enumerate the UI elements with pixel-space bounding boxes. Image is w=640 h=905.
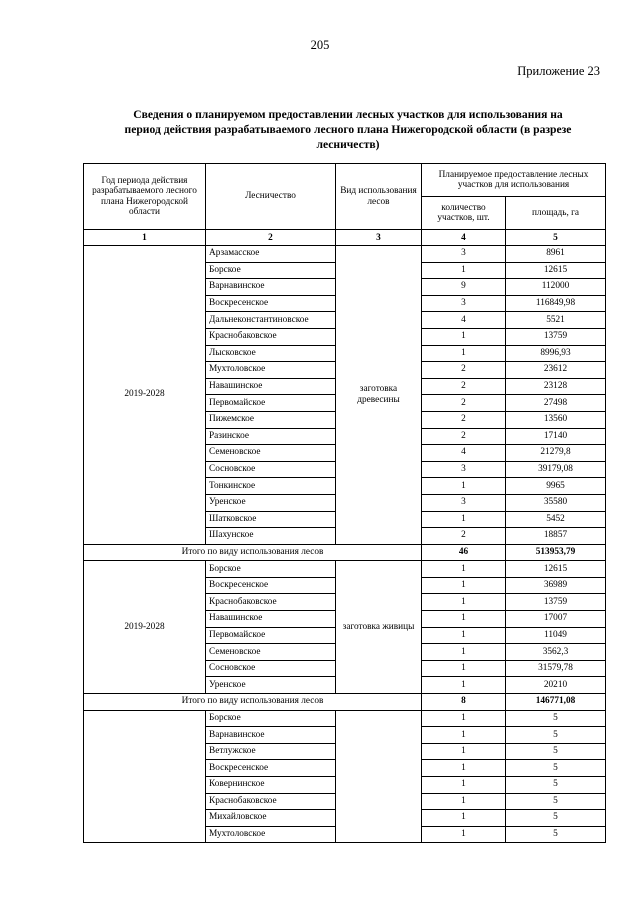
area-cell: 5 — [506, 760, 606, 777]
forestry-name-cell: Варнавинское — [206, 727, 336, 744]
column-number: 3 — [336, 230, 422, 246]
total-count: 46 — [422, 544, 506, 561]
title-line: период действия разрабатываемого лесного плана Нижегородской области (в разрезе — [124, 123, 572, 136]
total-row — [84, 694, 606, 711]
forestry-name-cell: Уренское — [206, 494, 336, 511]
area-cell: 8996,93 — [506, 345, 606, 362]
area-cell: 20210 — [506, 677, 606, 694]
area-cell: 17140 — [506, 428, 606, 445]
plot-count-cell: 1 — [422, 328, 506, 345]
total-label: Итого по виду использования лесов — [84, 544, 422, 561]
forestry-name-cell: Борское — [206, 262, 336, 279]
plot-count-cell: 1 — [422, 561, 506, 578]
area-cell: 21279,8 — [506, 445, 606, 462]
area-cell: 23612 — [506, 362, 606, 379]
forestry-name-cell: Навашинское — [206, 611, 336, 628]
forestry-name-cell: Краснобаковское — [206, 594, 336, 611]
table-row — [84, 561, 606, 578]
period-year-cell: 2019-2028 — [84, 246, 206, 545]
forestry-name-cell: Дальнеконстантиновское — [206, 312, 336, 329]
area-cell: 5452 — [506, 511, 606, 528]
header-area: площадь, га — [506, 197, 606, 230]
plot-count-cell: 1 — [422, 710, 506, 727]
forestry-name-cell: Пижемское — [206, 411, 336, 428]
header-planned: Планируемое предоставление лесных участков для использования — [422, 164, 606, 197]
forestry-name-cell: Ветлужское — [206, 743, 336, 760]
area-cell: 36989 — [506, 577, 606, 594]
plot-count-cell: 1 — [422, 727, 506, 744]
table-row — [84, 246, 606, 263]
area-cell: 116849,98 — [506, 295, 606, 312]
forestry-name-cell: Семеновское — [206, 644, 336, 661]
forestry-name-cell: Борское — [206, 710, 336, 727]
forestry-name-cell: Ковернинское — [206, 777, 336, 794]
column-number: 2 — [206, 230, 336, 246]
area-cell: 12615 — [506, 262, 606, 279]
forestry-name-cell: Краснобаковское — [206, 328, 336, 345]
plot-count-cell: 1 — [422, 810, 506, 827]
plot-count-cell: 2 — [422, 378, 506, 395]
forestry-name-cell: Разинское — [206, 428, 336, 445]
area-cell: 5521 — [506, 312, 606, 329]
use-type-cell — [336, 710, 422, 843]
column-number: 4 — [422, 230, 506, 246]
area-cell: 9965 — [506, 478, 606, 495]
area-cell: 5 — [506, 727, 606, 744]
forestry-name-cell: Уренское — [206, 677, 336, 694]
area-cell: 13759 — [506, 594, 606, 611]
forestry-name-cell: Воскресенское — [206, 577, 336, 594]
forestry-name-cell: Шахунское — [206, 528, 336, 545]
table-body — [84, 246, 606, 843]
forestry-name-cell: Мухтоловское — [206, 362, 336, 379]
forestry-name-cell: Михайловское — [206, 810, 336, 827]
area-cell: 5 — [506, 710, 606, 727]
area-cell: 27498 — [506, 395, 606, 412]
plot-count-cell: 1 — [422, 743, 506, 760]
area-cell: 112000 — [506, 279, 606, 296]
plot-count-cell: 1 — [422, 611, 506, 628]
area-cell: 23128 — [506, 378, 606, 395]
plot-count-cell: 1 — [422, 478, 506, 495]
area-cell: 13759 — [506, 328, 606, 345]
area-cell: 11049 — [506, 627, 606, 644]
use-type-cell: заготовка живицы — [336, 561, 422, 694]
forestry-name-cell: Семеновское — [206, 445, 336, 462]
area-cell: 8961 — [506, 246, 606, 263]
plot-count-cell: 4 — [422, 312, 506, 329]
plot-count-cell: 4 — [422, 445, 506, 462]
appendix-label: Приложение 23 — [517, 64, 600, 78]
total-row — [84, 544, 606, 561]
column-number: 1 — [84, 230, 206, 246]
column-number: 5 — [506, 230, 606, 246]
plot-count-cell: 1 — [422, 594, 506, 611]
area-cell: 5 — [506, 826, 606, 843]
plot-count-cell: 1 — [422, 826, 506, 843]
plot-count-cell: 2 — [422, 411, 506, 428]
area-cell: 5 — [506, 793, 606, 810]
area-cell: 5 — [506, 743, 606, 760]
forestry-name-cell: Борское — [206, 561, 336, 578]
forestry-name-cell: Первомайское — [206, 627, 336, 644]
table-row — [84, 710, 606, 727]
forestry-name-cell: Навашинское — [206, 378, 336, 395]
plot-count-cell: 9 — [422, 279, 506, 296]
plot-count-cell: 1 — [422, 577, 506, 594]
document-title — [88, 107, 608, 152]
plot-count-cell: 1 — [422, 644, 506, 661]
plot-count-cell: 3 — [422, 295, 506, 312]
header-use-type: Вид использования лесов — [336, 164, 422, 230]
header-count: количество участков, шт. — [422, 197, 506, 230]
area-cell: 18857 — [506, 528, 606, 545]
forestry-name-cell: Шатковское — [206, 511, 336, 528]
plot-count-cell: 1 — [422, 793, 506, 810]
area-cell: 17007 — [506, 611, 606, 628]
plot-count-cell: 1 — [422, 777, 506, 794]
plot-count-cell: 1 — [422, 262, 506, 279]
forest-plots-table — [83, 163, 606, 843]
plot-count-cell: 3 — [422, 494, 506, 511]
area-cell: 5 — [506, 810, 606, 827]
title-line: Сведения о планируемом предоставлении лесных участков для использования на — [133, 108, 563, 121]
area-cell: 5 — [506, 777, 606, 794]
title-line: лесничеств) — [316, 138, 380, 151]
header-year: Год периода действия разрабатываемого лесного плана Нижегородской области — [84, 164, 206, 230]
plot-count-cell: 2 — [422, 528, 506, 545]
forestry-name-cell: Мухтоловское — [206, 826, 336, 843]
total-area: 513953,79 — [506, 544, 606, 561]
forestry-name-cell: Сосновское — [206, 660, 336, 677]
forestry-name-cell: Лысковское — [206, 345, 336, 362]
plot-count-cell: 1 — [422, 677, 506, 694]
area-cell: 13560 — [506, 411, 606, 428]
period-year-cell: 2019-2028 — [84, 561, 206, 694]
plot-count-cell: 3 — [422, 461, 506, 478]
forestry-name-cell: Краснобаковское — [206, 793, 336, 810]
plot-count-cell: 1 — [422, 627, 506, 644]
forestry-name-cell: Первомайское — [206, 395, 336, 412]
forestry-name-cell: Сосновское — [206, 461, 336, 478]
plot-count-cell: 1 — [422, 511, 506, 528]
use-type-cell: заготовка древесины — [336, 246, 422, 545]
forestry-name-cell: Тонкинское — [206, 478, 336, 495]
plot-count-cell: 2 — [422, 362, 506, 379]
forestry-name-cell: Воскресенское — [206, 760, 336, 777]
plot-count-cell: 3 — [422, 246, 506, 263]
plot-count-cell: 1 — [422, 660, 506, 677]
area-cell: 35580 — [506, 494, 606, 511]
forestry-name-cell: Арзамасское — [206, 246, 336, 263]
total-area: 146771,08 — [506, 694, 606, 711]
forestry-name-cell: Варнавинское — [206, 279, 336, 296]
plot-count-cell: 2 — [422, 428, 506, 445]
area-cell: 39179,08 — [506, 461, 606, 478]
total-count: 8 — [422, 694, 506, 711]
period-year-cell — [84, 710, 206, 843]
total-label: Итого по виду использования лесов — [84, 694, 422, 711]
forestry-name-cell: Воскресенское — [206, 295, 336, 312]
area-cell: 12615 — [506, 561, 606, 578]
plot-count-cell: 1 — [422, 760, 506, 777]
page-number: 205 — [310, 38, 330, 52]
header-forestry: Лесничество — [206, 164, 336, 230]
area-cell: 31579,78 — [506, 660, 606, 677]
plot-count-cell: 2 — [422, 395, 506, 412]
plot-count-cell: 1 — [422, 345, 506, 362]
area-cell: 3562,3 — [506, 644, 606, 661]
